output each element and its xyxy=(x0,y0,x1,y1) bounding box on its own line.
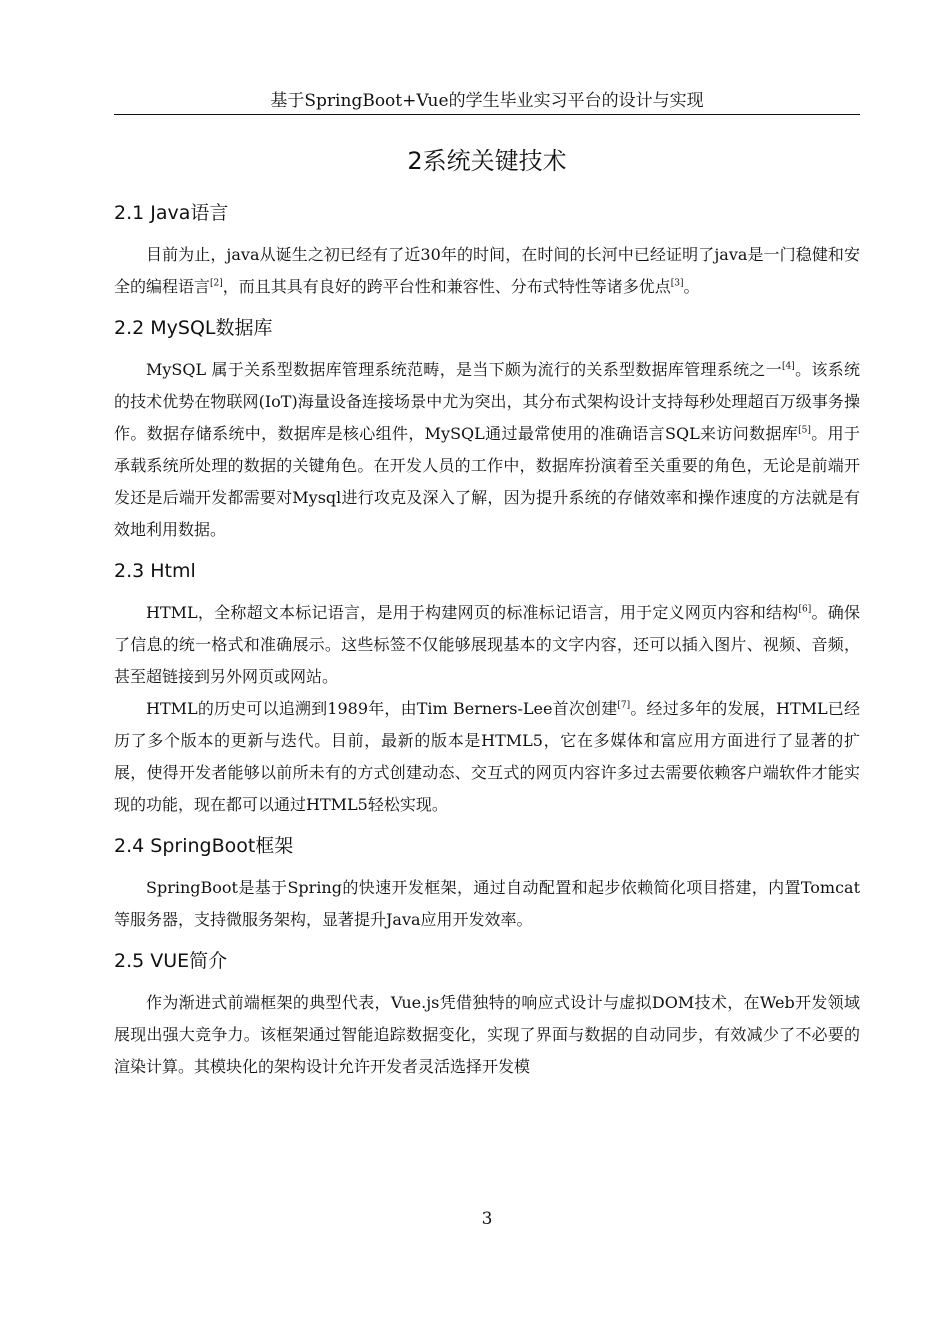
section-heading-springboot: 2.4 SpringBoot框架 xyxy=(114,835,294,857)
section-vue xyxy=(114,946,860,1083)
section-html xyxy=(114,556,860,821)
paragraph: HTML，全称超文本标记语言，是用于构建网页的标准标记语言，用于定义网页内容和结构[6]。确保了信息的统一格式和准确展示。这些标签不仅能够展现基本的文字内容，还可以插入图片、视频、音频，甚至超链接到另外网页或网站。 xyxy=(114,603,860,686)
citation: [3] xyxy=(670,278,684,289)
section-heading-mysql: 2.2 MySQL数据库 xyxy=(114,317,273,339)
citation: [2] xyxy=(210,278,223,289)
section-springboot xyxy=(114,831,860,936)
paragraph: 作为渐进式前端框架的典型代表，Vue.js凭借独特的响应式设计与虚拟DOM技术，在Web开发领域展现出强大竞争力。该框架通过智能追踪数据变化，实现了界面与数据的自动同步，有效减少了不必要的渲染计算。其模块化的架构设计允许开发者灵活选择开发模 xyxy=(114,993,860,1076)
section-java xyxy=(114,198,860,303)
section-mysql xyxy=(114,313,860,546)
section-heading-java: 2.1 Java语言 xyxy=(114,202,229,224)
citation: [4] xyxy=(782,361,795,372)
page-number: 3 xyxy=(481,1209,493,1229)
paragraph: SpringBoot是基于Spring的快速开发框架，通过自动配置和起步依赖简化项目搭建，内置Tomcat等服务器，支持微服务架构，显著提升Java应用开发效率。 xyxy=(114,878,860,929)
citation: [7] xyxy=(617,700,631,711)
body-content xyxy=(114,198,860,1083)
section-heading-html: 2.3 Html xyxy=(114,560,196,582)
running-header: 基于SpringBoot+Vue的学生毕业实习平台的设计与实现 xyxy=(114,90,860,115)
section-heading-vue: 2.5 VUE简介 xyxy=(114,950,228,972)
chapter-title: 2系统关键技术 xyxy=(407,147,567,175)
paragraph: 目前为止，java从诞生之初已经有了近30年的时间，在时间的长河中已经证明了java是一门稳健和安全的编程语言[2]，而且其具有良好的跨平台性和兼容性、分布式特性等诸多优点[3]。 xyxy=(114,245,860,296)
paragraph: MySQL 属于关系型数据库管理系统范畴，是当下颇为流行的关系型数据库管理系统之一[4]。该系统的技术优势在物联网(IoT)海量设备连接场景中尤为突出，其分布式架构设计支持每秒处理超百万级事务操作。数据存储系统中，数据库是核心组件，MySQL通过最常使用的准确语言SQL来访问数据库[5]。用于承载系统所处理的数据的关键角色。在开发人员的工作中，数据库扮演着至关重要的角色，无论是前端开发还是后端开发都需要对Mysql进行攻克及深入了解，因为提升系统的存储效率和操作速度的方法就是有效地利用数据。 xyxy=(114,360,860,539)
citation: [5] xyxy=(798,425,811,436)
citation: [6] xyxy=(798,604,812,615)
paragraph: HTML的历史可以追溯到1989年，由Tim Berners-Lee首次创建[7]。经过多年的发展，HTML已经历了多个版本的更新与迭代。目前，最新的版本是HTML5，它在多媒体和富应用方面进行了显著的扩展，使得开发者能够以前所未有的方式创建动态、交互式的网页内容许多过去需要依赖客户端软件才能实现的功能，现在都可以通过HTML5轻松实现。 xyxy=(114,699,860,814)
